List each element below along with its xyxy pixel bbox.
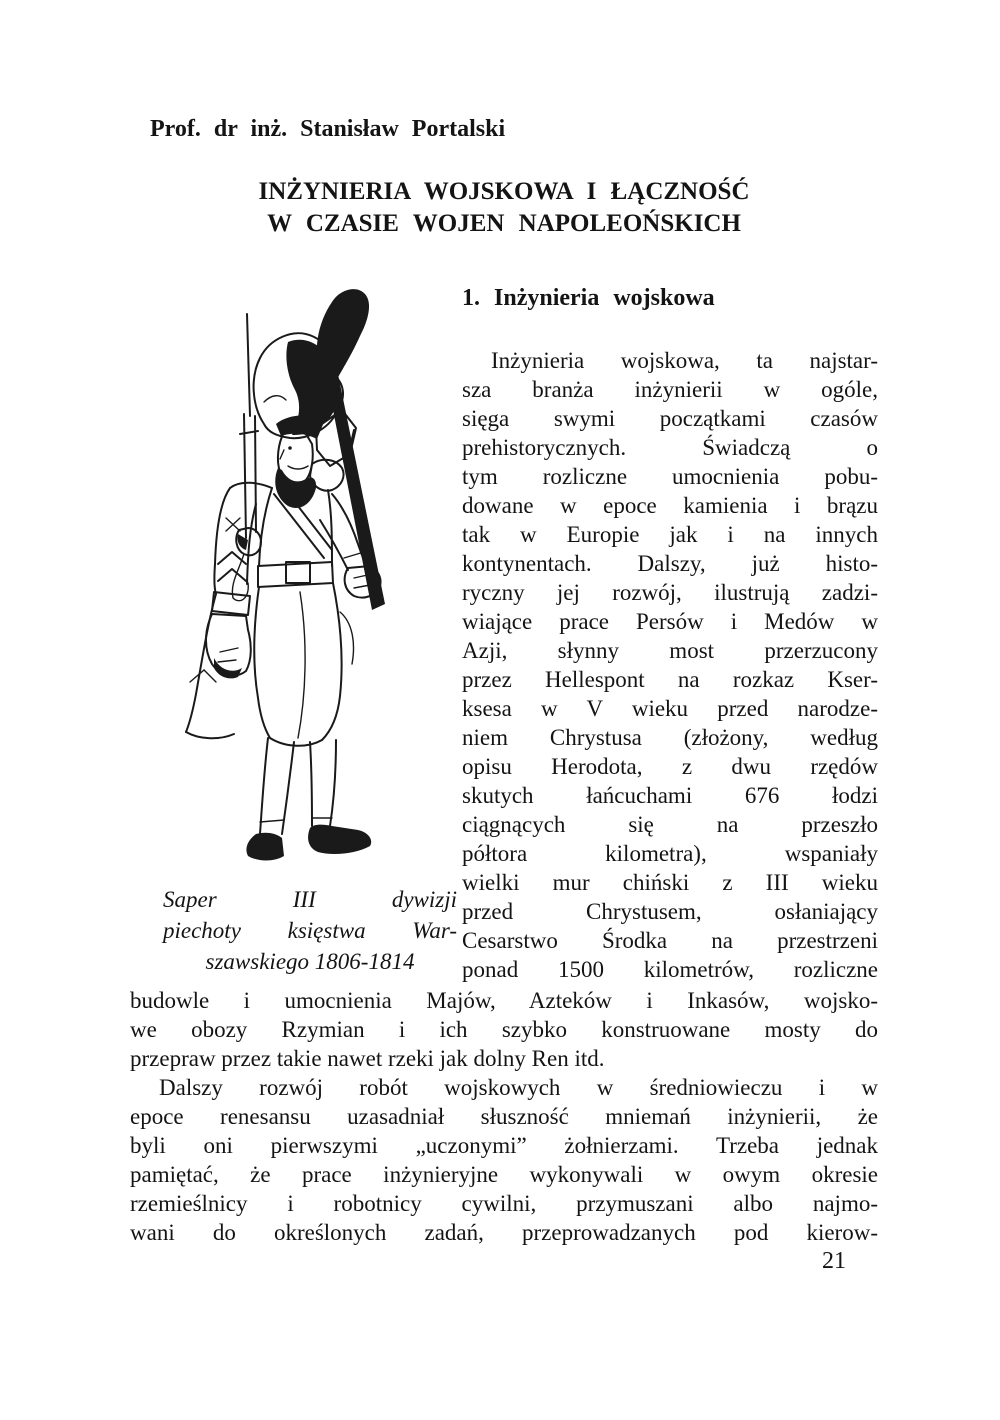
caption-line: Saper III dywizji — [163, 887, 457, 912]
sapper-drawing-svg — [160, 282, 450, 882]
text-line: przez Hellespont na rozkaz Kser- — [462, 667, 878, 692]
caption-line: piechoty księstwa War- — [163, 918, 457, 943]
text-line: ryczny jej rozwój, ilustrują zadzi- — [462, 580, 878, 605]
section-heading: 1. Inżynieria wojskowa — [462, 285, 715, 311]
text-line: kontynentach. Dalszy, już histo- — [462, 551, 878, 576]
text-line: wielki mur chiński z III wieku — [462, 870, 878, 895]
text-line: sięga swymi początkami czasów — [462, 406, 878, 431]
text-line: opisu Herodota, z dwu rzędów — [462, 754, 878, 779]
text-line: ciągnących się na przeszło — [462, 812, 878, 837]
text-line: pamiętać, że prace inżynieryjne wykonywali w owym okresie — [130, 1162, 878, 1187]
caption-line: szawskiego 1806-1814 — [205, 949, 415, 974]
text-line: tak w Europie jak i na innych — [462, 522, 878, 547]
text-line: Dalszy rozwój robót wojskowych w średniowieczu i w — [159, 1075, 878, 1100]
sapper-illustration — [160, 282, 450, 882]
page-number: 21 — [822, 1248, 846, 1274]
right-column-text — [462, 283, 878, 984]
text-line: niem Chrystusa (złożony, według — [462, 725, 878, 750]
text-line: Inżynieria wojskowa, ta najstar- — [491, 348, 878, 373]
text-line: przed Chrystusem, osłaniający — [462, 899, 878, 924]
text-line: Azji, słynny most przerzucony — [462, 638, 878, 663]
text-line: skutych łańcuchami 676 łodzi — [462, 783, 878, 808]
text-line: byli oni pierwszymi „uczonymi” żołnierzami. Trzeba jednak — [130, 1133, 878, 1158]
right-column-paragraph — [462, 346, 878, 984]
text-line: we obozy Rzymian i ich szybko konstruowane mosty do — [130, 1017, 878, 1042]
text-line: prehistorycznych. Świadczą o — [462, 435, 878, 460]
text-line: Cesarstwo Środka na przestrzeni — [462, 928, 878, 953]
text-line: rzemieślnicy i robotnicy cywilni, przymuszani albo najmo- — [130, 1191, 878, 1216]
text-line: przepraw przez takie nawet rzeki jak dolny Ren itd. — [130, 1046, 605, 1071]
full-width-text — [130, 986, 878, 1247]
illustration-caption — [163, 884, 457, 977]
text-line: tym rozliczne umocnienia pobu- — [462, 464, 878, 489]
text-line: ksesa w V wieku przed narodze- — [462, 696, 878, 721]
title-line-2: W CZASIE WOJEN NAPOLEOŃSKICH — [267, 210, 741, 237]
author-line: Prof. dr inż. Stanisław Portalski — [150, 116, 506, 142]
text-line: ponad 1500 kilometrów, rozliczne — [462, 957, 878, 982]
text-line: sza branża inżynierii w ogóle, — [462, 377, 878, 402]
text-line: budowle i umocnienia Majów, Azteków i Inkasów, wojsko- — [130, 988, 878, 1013]
title-line-1: INŻYNIERIA WOJSKOWA I ŁĄCZNOŚĆ — [258, 178, 750, 205]
text-line: wiające prace Persów i Medów w — [462, 609, 878, 634]
article-title — [130, 176, 878, 240]
text-line: epoce renesansu uzasadniał słuszność mniemań inżynierii, że — [130, 1104, 878, 1129]
text-line: wani do określonych zadań, przeprowadzanych pod kierow- — [130, 1220, 878, 1245]
text-line: półtora kilometra), wspaniały — [462, 841, 878, 866]
text-line: dowane w epoce kamienia i brązu — [462, 493, 878, 518]
